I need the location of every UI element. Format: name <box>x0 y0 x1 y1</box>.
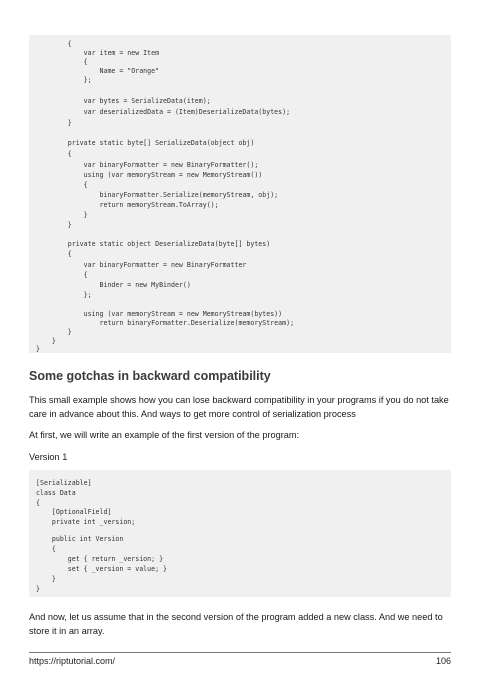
code-line: [Serializable] <box>36 479 92 487</box>
footer-url: https://riptutorial.com/ <box>29 656 116 666</box>
code-line: } <box>36 337 56 345</box>
code-line: { <box>36 150 72 158</box>
code-line: return binaryFormatter.Deserialize(memoryStream); <box>36 319 295 327</box>
code-block <box>29 470 451 597</box>
code-line: { <box>36 545 56 553</box>
paragraph: At first, we will write an example of the first version of the program: <box>29 430 300 440</box>
code-line: binaryFormatter.Serialize(memoryStream, obj); <box>36 191 279 199</box>
code-line: } <box>36 345 40 353</box>
code-line: }; <box>36 291 92 299</box>
code-line: var binaryFormatter = new BinaryFormatter <box>36 261 247 269</box>
paragraph: Version 1 <box>29 452 68 462</box>
code-line: } <box>36 211 88 219</box>
code-line: private static byte[] SerializeData(object obj) <box>36 139 255 147</box>
code-line: } <box>36 575 56 583</box>
code-line: set { _version = value; } <box>36 565 168 573</box>
page-number: 106 <box>435 656 451 666</box>
code-line: [OptionalField] <box>36 508 112 516</box>
code-line: var deserializedData = (Item)DeserializeData(bytes); <box>36 108 291 116</box>
code-line: { <box>36 58 88 66</box>
code-line: } <box>36 221 72 229</box>
code-line: private static object DeserializeData(byte[] bytes) <box>36 240 271 248</box>
code-block <box>29 35 451 353</box>
code-line: }; <box>36 76 92 84</box>
code-line: } <box>36 585 40 593</box>
code-line: public int Version <box>36 535 124 543</box>
code-line: Name = "Orange" <box>36 67 160 75</box>
code-line: { <box>36 271 88 279</box>
code-line: { <box>36 181 88 189</box>
code-line: } <box>36 119 72 127</box>
code-line: var item = new Item <box>36 49 160 57</box>
code-line: get { return _version; } <box>36 555 164 563</box>
code-line: return memoryStream.ToArray(); <box>36 201 219 209</box>
paragraph: This small example shows how you can lose backward compatibility in your programs if you do not take care in advance about this. And ways to get more control of serialization process <box>29 395 449 419</box>
code-line: using (var memoryStream = new MemoryStream(bytes)) <box>36 310 283 318</box>
code-line: { <box>36 40 72 48</box>
code-line: Binder = new MyBinder() <box>36 281 191 289</box>
code-line: var binaryFormatter = new BinaryFormatter(); <box>36 161 259 169</box>
paragraph: And now, let us assume that in the second version of the program added a new class. And we need to store it in an array. <box>29 612 443 636</box>
code-line: var bytes = SerializeData(item); <box>36 97 211 105</box>
section-heading: Some gotchas in backward compatibility <box>29 369 271 383</box>
code-line: } <box>36 328 72 336</box>
code-line: class Data <box>36 489 76 497</box>
code-line: { <box>36 250 72 258</box>
code-line: using (var memoryStream = new MemoryStream()) <box>36 171 263 179</box>
code-line: private int _version; <box>36 518 136 526</box>
footer-divider <box>29 652 451 653</box>
code-line: { <box>36 499 40 507</box>
